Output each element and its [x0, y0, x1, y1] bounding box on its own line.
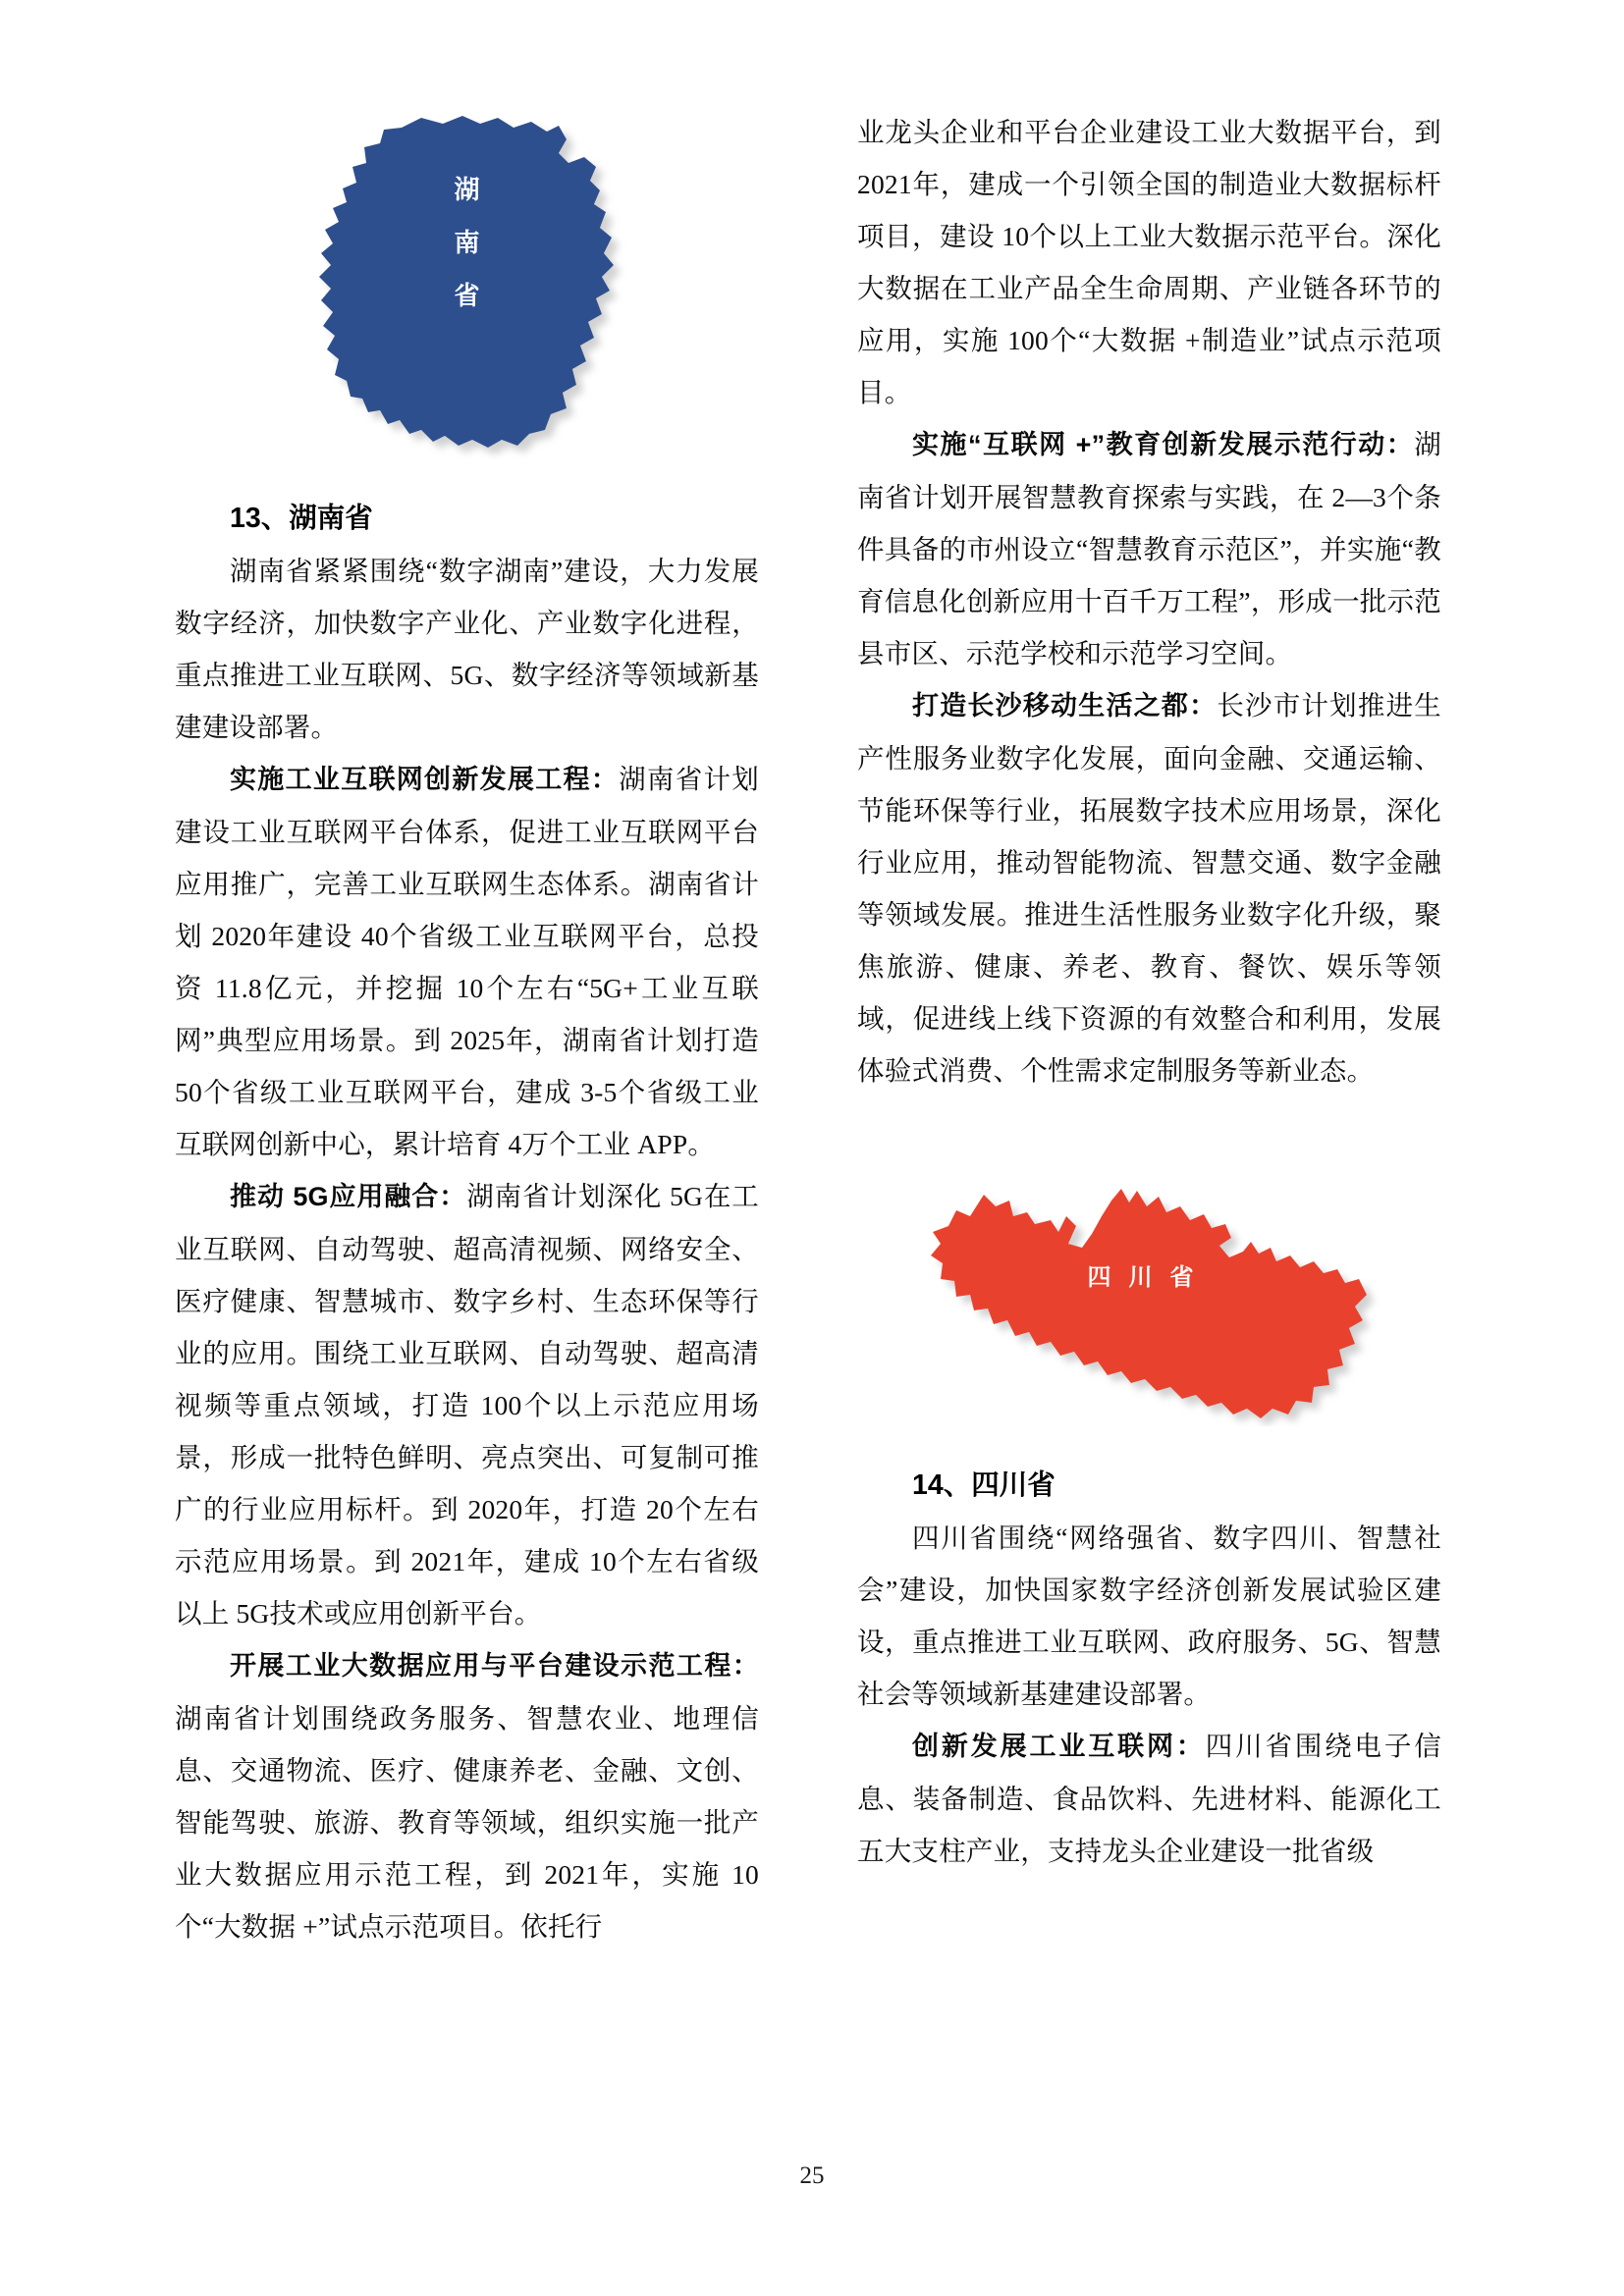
paragraph-text: 四川省围绕电子信息、装备制造、食品饮料、先进材料、能源化工五大支柱产业，支持龙头企业建设一批省级: [857, 1731, 1441, 1866]
hunan-label-char-1: 湖: [454, 175, 480, 204]
paragraph-lead: 实施工业互联网创新发展工程：: [230, 765, 620, 794]
paragraph-lead: 打造长沙移动生活之都：: [912, 691, 1218, 721]
sichuan-map-label: 四川省: [1087, 1264, 1212, 1291]
paragraph-hunan-intro: [175, 545, 759, 753]
sichuan-map: [919, 1151, 1380, 1426]
paragraph-sichuan-intro: [857, 1512, 1441, 1720]
right-column: [857, 106, 1441, 2128]
paragraph-changsha-mobile-life: [857, 679, 1441, 1096]
section-heading-sichuan: 14、四川省: [912, 1469, 1056, 1501]
hunan-label-char-2: 南: [454, 228, 480, 257]
paragraph-text: 湖南省计划深化 5G在工业互联网、自动驾驶、超高清视频、网络安全、医疗健康、智慧城市、数字乡村、生态环保等行业的应用。围绕工业互联网、自动驾驶、超高清视频等重点领域，打造 100个以上示范应用场景，形成一批特色鲜明、亮点突出、可复制可推广的行业应用标杆。到 2020年，打造 20个左右示范应用场景。到 2021年，建成 10个左右省级以上 5G技术或应用创新平台。: [175, 1181, 759, 1629]
hunan-label-char-3: 省: [454, 281, 480, 310]
page-number: 25: [799, 2163, 825, 2189]
paragraph-lead: 创新发展工业互联网：: [912, 1732, 1206, 1761]
paragraph-text: 湖南省计划围绕政务服务、智慧农业、地理信息、交通物流、医疗、健康养老、金融、文创、智能驾驶、旅游、教育等领域，组织实施一批产业大数据应用示范工程，到 2021年，实施 10个“大数据 +”试点示范项目。依托行: [175, 1703, 759, 1942]
paragraph-hunan-bigdata-continued: [857, 106, 1441, 418]
paragraph-hunan-bigdata: [175, 1639, 759, 1952]
paragraph-sichuan-industrial-internet: [857, 1720, 1441, 1877]
paragraph-text: 四川省围绕“网络强省、数字四川、智慧社会”建设，加快国家数字经济创新发展试验区建设，重点推进工业互联网、政府服务、5G、智慧社会等领域新基建建设部署。: [857, 1522, 1441, 1709]
paragraph-lead: 开展工业大数据应用与平台建设示范工程：: [230, 1651, 759, 1681]
paragraph-hunan-industrial-internet: [175, 753, 759, 1170]
paragraph-text: 业龙头企业和平台企业建设工业大数据平台，到 2021年，建成一个引领全国的制造业大数据标杆项目，建设 10个以上工业大数据示范平台。深化大数据在工业产品全生命周期、产业链各环节的应用，实施 100个“大数据 +制造业”试点示范项目。: [857, 117, 1441, 407]
paragraph-hunan-5g: [175, 1170, 759, 1639]
paragraph-text: 湖南省紧紧围绕“数字湖南”建设，大力发展数字经济，加快数字产业化、产业数字化进程，重点推进工业互联网、5G、数字经济等领域新基建建设部署。: [175, 556, 759, 742]
paragraph-hunan-education: [857, 418, 1441, 679]
paragraph-lead: 推动 5G应用融合：: [230, 1182, 467, 1211]
paragraph-lead: 实施“互联网 +”教育创新发展示范行动：: [912, 430, 1415, 459]
hunan-map: [305, 106, 629, 459]
hunan-map-figure: [175, 106, 759, 459]
paragraph-text: 湖南省计划开展智慧教育探索与实践，在 2—3个条件具备的市州设立“智慧教育示范区”，并实施“教育信息化创新应用十百千万工程”，形成一批示范县市区、示范学校和示范学习空间。: [857, 429, 1441, 668]
two-column-body: [175, 106, 1441, 2128]
sichuan-map-figure: [857, 1151, 1441, 1426]
left-column: [175, 106, 759, 2128]
section-heading-hunan: 13、湖南省: [230, 503, 373, 534]
paragraph-text: 湖南省计划建设工业互联网平台体系，促进工业互联网平台应用推广，完善工业互联网生态体系。湖南省计划 2020年建设 40个省级工业互联网平台，总投资 11.8亿元，并挖掘 10个左右“5G+工业互联网”典型应用场景。到 2025年，湖南省计划打造 50个省级工业互联网平台，建成 3-5个省级工业互联网创新中心，累计培育 4万个工业 APP。: [175, 764, 759, 1159]
paragraph-text: 长沙市计划推进生产性服务业数字化发展，面向金融、交通运输、节能环保等行业，拓展数字技术应用场景，深化行业应用，推动智能物流、智慧交通、数字金融等领域发展。推进生活性服务业数字化升级，聚焦旅游、健康、养老、教育、餐饮、娱乐等领域，促进线上线下资源的有效整合和利用，发展体验式消费、个性需求定制服务等新业态。: [857, 690, 1442, 1086]
